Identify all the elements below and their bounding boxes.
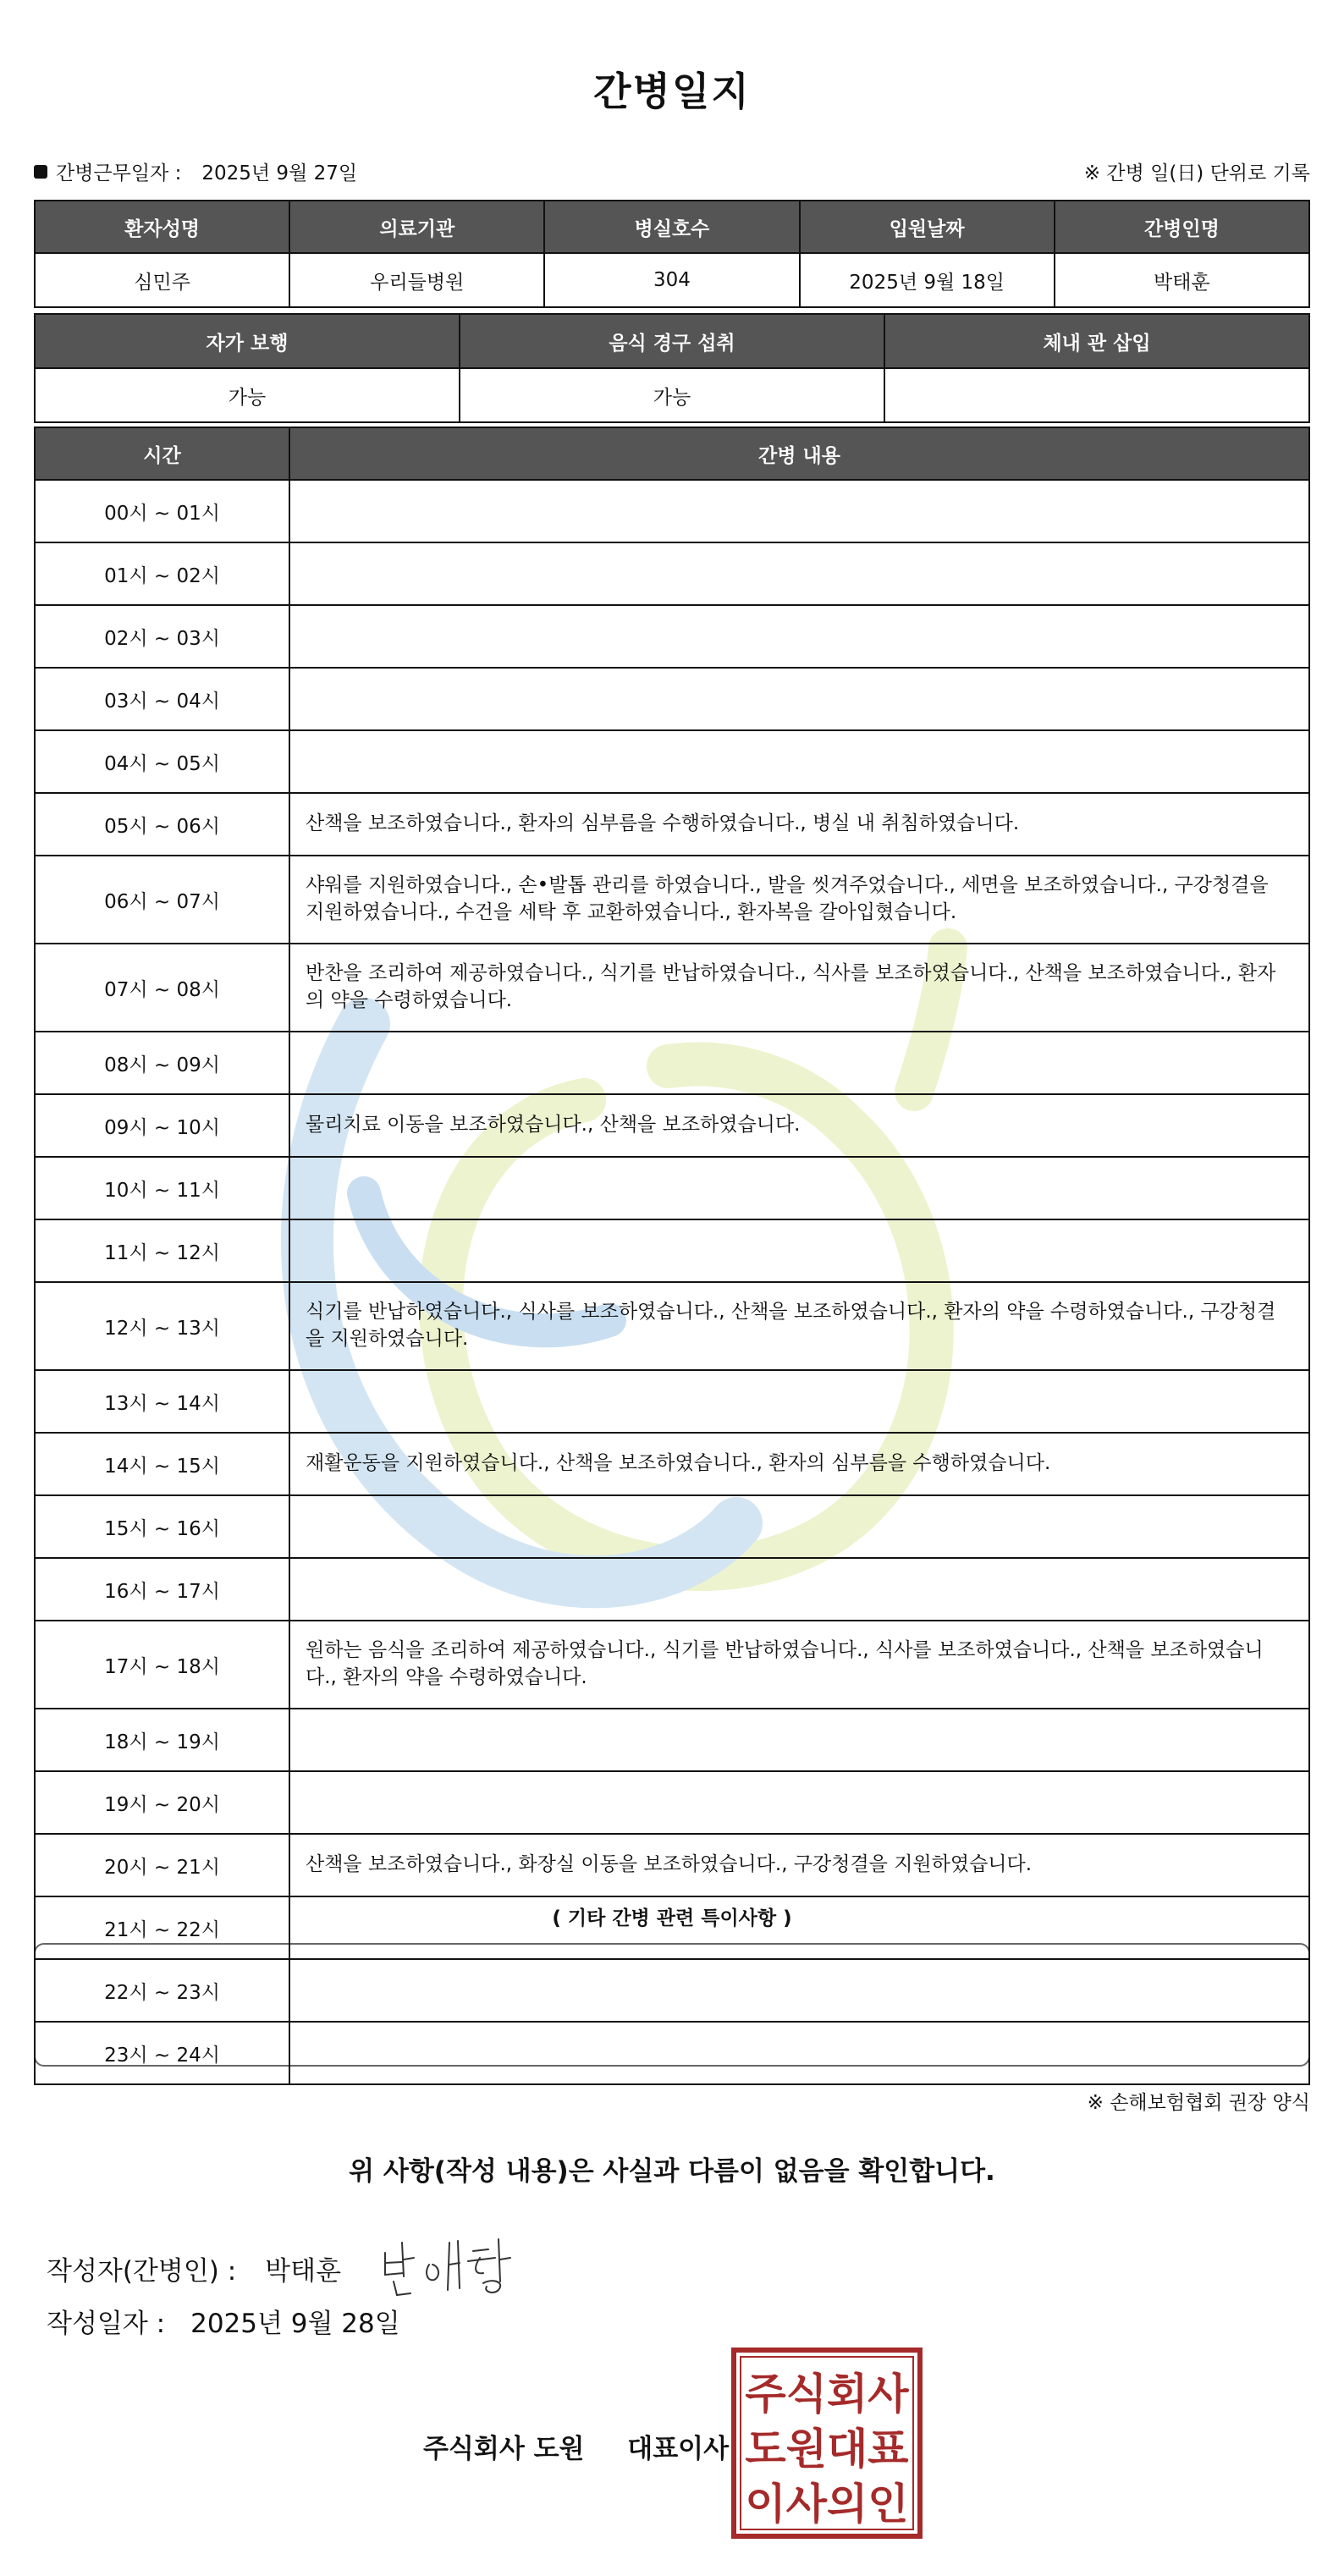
time-cell: 03시 ~ 04시 xyxy=(35,668,289,730)
table-row xyxy=(35,1771,1309,1834)
time-cell: 16시 ~ 17시 xyxy=(35,1558,289,1621)
time-cell: 04시 ~ 05시 xyxy=(35,730,289,793)
time-cell: 15시 ~ 16시 xyxy=(35,1495,289,1558)
time-cell: 05시 ~ 06시 xyxy=(35,793,289,856)
header-walking: 자가 보행 xyxy=(35,314,460,368)
company-line xyxy=(423,2427,729,2465)
table-row xyxy=(35,1282,1309,1370)
table-row xyxy=(35,1219,1309,1282)
header-care-content: 간병 내용 xyxy=(289,427,1309,480)
ability-header-row xyxy=(35,314,1309,368)
writer-label: 작성자(간병인) : xyxy=(47,2255,237,2287)
patient-header-row xyxy=(35,201,1309,253)
note-cell xyxy=(289,480,1309,542)
room-number: 304 xyxy=(544,253,799,307)
note-cell xyxy=(289,1370,1309,1433)
note-cell: 반찬을 조리하여 제공하였습니다., 식기를 반납하였습니다., 식사를 보조하였습니다., 산책을 보조하였습니다., 환자의 약을 수령하였습니다. xyxy=(289,944,1309,1032)
time-cell: 20시 ~ 21시 xyxy=(35,1834,289,1896)
note-cell: 식기를 반납하였습니다., 식사를 보조하였습니다., 산책을 보조하였습니다., 환자의 약을 수령하였습니다., 구강청결을 지원하였습니다. xyxy=(289,1282,1309,1370)
special-notes-title: ( 기타 간병 관련 특이사항 ) xyxy=(552,1907,792,1929)
time-cell: 02시 ~ 03시 xyxy=(35,605,289,668)
header-patient-name: 환자성명 xyxy=(35,201,289,253)
admission-date: 2025년 9월 18일 xyxy=(800,253,1055,307)
note-cell xyxy=(289,730,1309,793)
ability-table xyxy=(34,313,1310,423)
table-row xyxy=(35,1558,1309,1621)
work-date-value: 2025년 9월 27일 xyxy=(201,162,358,184)
table-row xyxy=(35,668,1309,730)
note-cell: 산책을 보조하였습니다., 환자의 심부름을 수행하였습니다., 병실 내 취침하였습니다. xyxy=(289,793,1309,856)
table-row xyxy=(35,1495,1309,1558)
seal-line-2: 도원대표 xyxy=(745,2425,909,2474)
signature-icon xyxy=(378,2234,522,2302)
table-row xyxy=(35,944,1309,1032)
header-tube: 체내 관 삽입 xyxy=(884,314,1309,368)
table-row xyxy=(35,1959,1309,2022)
page-title: 간병일지 xyxy=(593,69,751,114)
time-cell: 11시 ~ 12시 xyxy=(35,1219,289,1282)
header-oral-intake: 음식 경구 섭취 xyxy=(460,314,884,368)
header-time: 시간 xyxy=(35,427,289,480)
hospital-name: 우리들병원 xyxy=(289,253,544,307)
time-cell: 23시 ~ 24시 xyxy=(35,2022,289,2084)
time-cell: 10시 ~ 11시 xyxy=(35,1157,289,1219)
note-cell xyxy=(289,1157,1309,1219)
note-cell xyxy=(289,1709,1309,1771)
table-row xyxy=(35,1896,1309,1959)
table-row xyxy=(35,793,1309,856)
table-row xyxy=(35,1621,1309,1709)
note-cell: 원하는 음식을 조리하여 제공하였습니다., 식기를 반납하였습니다., 식사를 보조하였습니다., 산책을 보조하였습니다., 환자의 약을 수령하였습니다. xyxy=(289,1621,1309,1709)
note-cell: 산책을 보조하였습니다., 화장실 이동을 보조하였습니다., 구강청결을 지원하였습니다. xyxy=(289,1834,1309,1896)
header-room: 병실호수 xyxy=(544,201,799,253)
table-row xyxy=(35,1157,1309,1219)
care-log-table xyxy=(34,427,1310,2085)
table-row xyxy=(35,542,1309,605)
table-row xyxy=(35,480,1309,542)
seal-line-1: 주식회사 xyxy=(745,2370,909,2419)
time-cell: 09시 ~ 10시 xyxy=(35,1094,289,1157)
time-cell: 06시 ~ 07시 xyxy=(35,856,289,944)
unit-note: ※ 간병 일(日) 단위로 기록 xyxy=(1083,162,1310,184)
table-row xyxy=(35,730,1309,793)
note-cell xyxy=(289,2022,1309,2084)
time-cell: 14시 ~ 15시 xyxy=(35,1433,289,1495)
work-date-group xyxy=(34,157,357,185)
time-cell: 17시 ~ 18시 xyxy=(35,1621,289,1709)
time-cell: 08시 ~ 09시 xyxy=(35,1032,289,1094)
table-row xyxy=(35,1834,1309,1896)
table-row xyxy=(35,1032,1309,1094)
note-cell xyxy=(289,668,1309,730)
oral-intake-value: 가능 xyxy=(460,368,884,422)
confirmation-statement: 위 사항(작성 내용)은 사실과 다름이 없음을 확인합니다. xyxy=(349,2156,995,2187)
table-row xyxy=(35,605,1309,668)
writer-line xyxy=(47,2234,522,2302)
tube-value xyxy=(884,368,1309,422)
work-date-label: 간병근무일자 : xyxy=(56,162,182,184)
bullet-icon xyxy=(34,165,47,179)
patient-table xyxy=(34,200,1310,308)
note-cell xyxy=(289,605,1309,668)
company-role: 대표이사 xyxy=(627,2434,730,2464)
caregiver-name: 박태훈 xyxy=(1055,253,1309,307)
time-cell: 07시 ~ 08시 xyxy=(35,944,289,1032)
written-date-value: 2025년 9월 28일 xyxy=(190,2309,400,2339)
table-row xyxy=(35,1709,1309,1771)
time-cell: 19시 ~ 20시 xyxy=(35,1771,289,1834)
writer-name: 박태훈 xyxy=(265,2255,342,2287)
form-note: ※ 손해보험협회 권장 양식 xyxy=(1087,2092,1310,2114)
ability-value-row xyxy=(35,368,1309,422)
table-row xyxy=(35,1094,1309,1157)
time-cell: 21시 ~ 22시 xyxy=(35,1896,289,1959)
company-seal-icon xyxy=(731,2348,923,2539)
note-cell xyxy=(289,1032,1309,1094)
written-date-label: 작성일자 : xyxy=(47,2309,166,2339)
written-date-line xyxy=(47,2302,400,2340)
note-cell: 샤워를 지원하였습니다., 손•발톱 관리를 하였습니다., 발을 씻겨주었습니다., 세면을 보조하였습니다., 구강청결을 지원하였습니다., 수건을 세탁 후 교환하였습니다., 환자복을 갈아입혔습니다. xyxy=(289,856,1309,944)
care-log-header-row xyxy=(35,427,1309,480)
table-row xyxy=(35,2022,1309,2084)
time-cell: 22시 ~ 23시 xyxy=(35,1959,289,2022)
time-cell: 18시 ~ 19시 xyxy=(35,1709,289,1771)
time-cell: 12시 ~ 13시 xyxy=(35,1282,289,1370)
header-hospital: 의료기관 xyxy=(289,201,544,253)
seal-line-3: 이사의인 xyxy=(745,2480,909,2529)
time-cell: 01시 ~ 02시 xyxy=(35,542,289,605)
patient-name: 심민주 xyxy=(35,253,289,307)
table-row xyxy=(35,856,1309,944)
company-name: 주식회사 도원 xyxy=(423,2434,585,2464)
patient-value-row xyxy=(35,253,1309,307)
table-row xyxy=(35,1433,1309,1495)
note-cell: 재활운동을 지원하였습니다., 산책을 보조하였습니다., 환자의 심부름을 수행하였습니다. xyxy=(289,1433,1309,1495)
note-cell xyxy=(289,542,1309,605)
note-cell xyxy=(289,1495,1309,1558)
walking-value: 가능 xyxy=(35,368,460,422)
note-cell xyxy=(289,1219,1309,1282)
note-cell xyxy=(289,1896,1309,1959)
note-cell: 물리치료 이동을 보조하였습니다., 산책을 보조하였습니다. xyxy=(289,1094,1309,1157)
note-cell xyxy=(289,1558,1309,1621)
time-cell: 13시 ~ 14시 xyxy=(35,1370,289,1433)
time-cell: 00시 ~ 01시 xyxy=(35,480,289,542)
header-caregiver: 간병인명 xyxy=(1055,201,1309,253)
note-cell xyxy=(289,1771,1309,1834)
meta-line xyxy=(34,157,1310,186)
note-cell xyxy=(289,1959,1309,2022)
table-row xyxy=(35,1370,1309,1433)
header-admission-date: 입원날짜 xyxy=(800,201,1055,253)
